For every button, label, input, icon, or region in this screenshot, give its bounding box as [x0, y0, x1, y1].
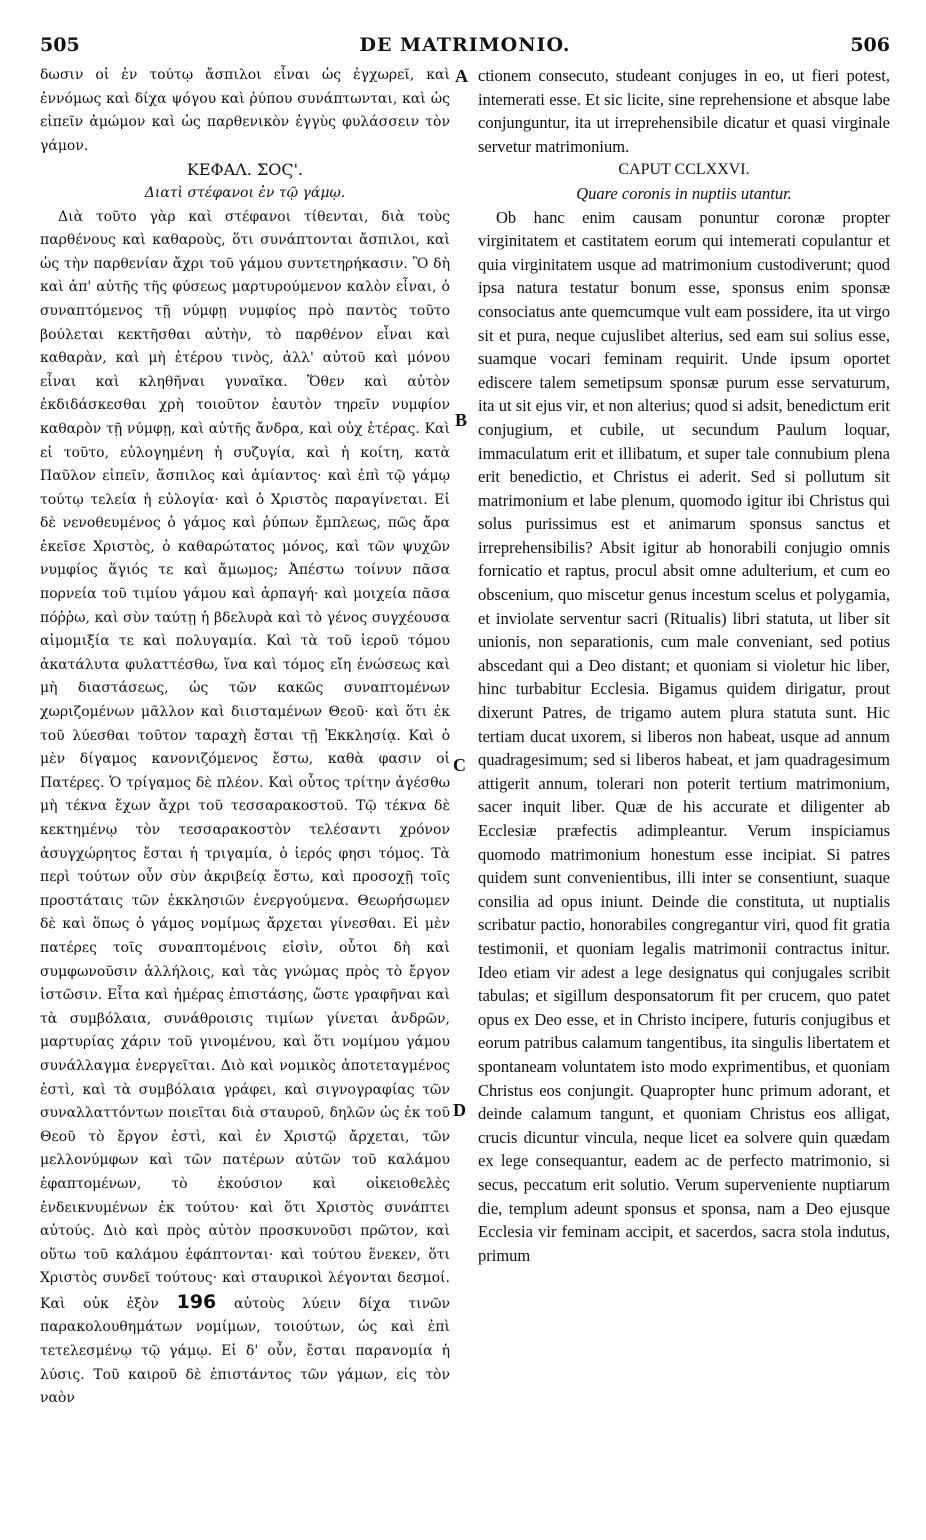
section-marker-b: B: [455, 410, 468, 430]
running-title: DE MATRIMONIO.: [359, 34, 571, 56]
page-number-left: 505: [40, 34, 80, 56]
latin-chapter-title: Quare coronis in nuptiis utantur.: [576, 183, 792, 203]
page-header: [40, 34, 890, 60]
greek-chapter-title: Διατὶ στέφανοι ἐν τῷ γάμῳ.: [144, 184, 346, 201]
greek-column: [40, 64, 450, 1492]
marginal-number-196: 196: [176, 1290, 217, 1313]
greek-intro-text: δωσιν οἱ ἐν τούτῳ ἄσπιλοι εἶναι ὡς ἐγχωρεῖ, καὶ ἐννόμως καὶ δίχα ψόγου καὶ ῥύπου συνάπτωνται, καὶ ὡς εἰπεῖν ἀμώμον καὶ ὡς παρθενικὸν ἐγγὺς φυλάσσειν τὸν γάμον.: [40, 67, 450, 154]
section-marker-a: A: [455, 66, 468, 86]
page-number-right: 506: [850, 34, 890, 56]
greek-body-main: Διὰ τοῦτο γὰρ καὶ στέφανοι τίθενται, διὰ τοὺς παρθένους καὶ καθαροὺς, ὅτι συνάπτονται ἄσπιλοι, καὶ ὡς τὴν παρθενίαν ἄχρι τοῦ γάμου συντετηρήκασιν. Ὃ δὴ καὶ ἀπ' αὐτῆς τῆς φύσεως μαρτυρούμενον καλὸν εἶναι, ὁ συναπτόμενος τῇ νύμφῃ νυμφίος πρὸ παντὸς τοῦτο βούλεται κεκτῆσθαι αὐτὴν, τὸ παρθένον εἶναι καὶ καθαρὰν, καὶ μὴ ἑτέρου τινὸς, ἀλλ' αὐτοῦ καὶ μόνου εἶναι καὶ κληθῆναι γυναῖκα. Ὅθεν καὶ αὐτὸν ἐκδιδάσκεσθαι χρὴ τοιοῦτον ἑαυτὸν τηρεῖν νυμφίον καθαρὸν τῇ νύμφῃ, καὶ αὐτῆς ἄνδρα, καὶ οὐχ ἑτέρας. Καὶ εἰ τοῦτο, εὐλογημένη ἡ συζυγία, καὶ ἡ κοίτη, κατὰ Παῦλον εἰπεῖν, ἄσπιλος καὶ ἀμίαντος· καὶ ἐπὶ τῷ γάμῳ τούτῳ τελεία ἡ εὐλογία· καὶ ὁ Χριστὸς παραγίνεται. Εἰ δὲ νενοθευμένος ὁ γάμος καὶ ῥύπων ἔμπλεως, πῶς ἄρα ἐκεῖσε Χριστὸς, ὁ καθαρώτατος μόνος, καὶ τῶν ψυχῶν νυμφίος ἅγιός τε καὶ ἄμωμος; Ἀπέστω τοίνυν πᾶσα πορνεία τοῦ τιμίου γάμου καὶ ἁρπαγή· καὶ μοιχεία πᾶσα πόῤῥω, καὶ σὺν ταύτῃ ἡ βδελυρὰ καὶ τὸ γένος συγχέουσα αἱμομιξία τε καὶ πολυγαμία. Καὶ τὰ τοῦ ἱεροῦ τόμου ἀκατάλυτα φυλαττέσθω, ἵνα καὶ τόμος εἴη ἑνώσεως καὶ μὴ διαστάσεως, ὡς τῶν κακῶς συναπτομένων χωριζομένων μᾶλλον καὶ διισταμένων Θεοῦ· καὶ ὅτι ἐκ τοῦ λύεσθαι τοῦτον ταραχὴ ἔσται τῇ Ἐκκλησίᾳ. Καὶ ὁ μὲν δίγαμος κανονιζόμενος ἔστω, καθὰ φασιν οἱ Πατέρες. Ὁ τρίγαμος δὲ πλέον. Καὶ οὗτος τρίτην ἀγέσθω μὴ τέκνα ἔχων ἄχρι τοῦ τεσσαρακοστοῦ. Τῷ τέκνα δὲ κεκτημένῳ τὸν τεσσαρακοστὸν τελέσαντι χρόνον ἀσυγχώρητος ἔσται ἡ τριγαμία, ὁ ἱερός φησι τόμος. Τὰ περὶ τούτων οὖν σὺν ἀκριβείᾳ ἔστω, καὶ προσοχῇ τοῖς προστάταις τῶν ἐκκλησιῶν ἐνεργούμενα. Θεωρήσωμεν δὲ καὶ ὅπως ὁ γάμος νομίμως ἄρχεται γίνεσθαι. Εἰ μὲν πατέρες τοῖς συναπτομένοις εἰσὶν, οὗτοι δὴ καὶ συμφωνοῦσιν ἀλλήλοις, καὶ τὰς γνώμας πρὸς τὸ ἔργον ἱστῶσιν. Εἶτα καὶ ἡμέρας ἐπιστάσης, ὥστε γραφῆναι καὶ τὰ συμβόλαια, συνάθροισις τιμίων γίνεται ἀνδρῶν, μαρτυρίας χάριν τοῦ γινομένου, καὶ ὅτι νομίμου γάμου συνάλλαγμα ἐνεργεῖται. Διὸ καὶ νομικὸς ἀποτεταγμένος ἐστὶ, καὶ τὰ συμβόλαια γράφει, καὶ σιγνογραφίας τῶν συναλλαττόντων ποιεῖται διὰ σταυροῦ, δηλῶν ὡς ἐκ τοῦ Θεοῦ τὸ ἔργον ἐστὶ, καὶ ἐν Χριστῷ ἄρχεται, τῶν μελλονύμφων καὶ τῶν πατέρων αὐτῶν τοῦ καλάμου ἐφαπτομένων, τὸ ἑκούσιον καὶ οἰκειοθελὲς ἐνδεικνυμένων ἐκ τούτου· καὶ ὅτι Χριστὸς συνάπτει αὐτούς. Διὸ καὶ πρὸς αὐτὸν προσκυνοῦσι πρῶτον, καὶ οὕτω τοῦ καλάμου ἐφάπτονται· καὶ τούτου ἕνεκεν, ὅτι Χριστὸς συνδεῖ τούτους· καὶ σταυρικοὶ λέγονται δεσμοί. Καὶ οὐκ ἐξὸν: [40, 208, 450, 1312]
latin-chapter-heading: CAPUT CCLXXVI.: [618, 161, 750, 179]
latin-body-text: Ob hanc enim causam ponuntur coronæ propter virginitatem et castitatem eorum qui intemerati copulantur et quia virginitatem usque ad matrimonium custodiverunt; quod ipsa natura testatur bonum esse, sponsus enim sponsæ consociatus ante quemcumque vult eam possidere, ita ut virgo sit et pura, neque cujuslibet alterius, sed eam sui solius esse, suamque vocari feminam requirit. Unde ipsum oportet ediscere talem semetipsum sponsæ purum esse servaturum, ita ut sit ejus vir, et non alterius; quod si adsit, benedictum erit conjugium, et cubile, ut secundum Paulum loquar, immaculatum erit et illibatum, et super tale connubium plena erit benedictio, et Christus ei aderit. Sed si pollutum sit matrimonium et labe plenum, quomodo igitur ibi Christus qui solus purissimus est et animarum sponsus sanctus et irreprehensibilis? Absit igitur ab honorabili conjugio omnis fornicatio et raptus, procul absit omne adulterium, et cum eo obscenium, quo miscetur genus incestum scelus et polygamia, et inviolate serventur sacri (Ritualis) libri statuta, ut liber sit unionis, non separationis, cum male conveniant, sed potius abscedant qui a Deo distant; et quoniam si violetur hic liber, hinc turbabitur Ecclesia. Bigamus quidem dirigatur, prout dixerunt Patres, de trigamo autem plura statuta sunt. Hic tertiam ducat uxorem, si liberos non habeat, usque ad annum quadragesimum; sed si liberos habeat, et jam quadragesimum attigerit annum, tolerari non poterit tertium matrimonium, sacer inquit liber. Quæ de his accurate et diligenter ab Ecclesiæ præfectis adimpleantur. Verum inspiciamus quomodo matrimonium honestum esse incipiat. Si patres quidem sunt convenientibus, illi inter se consentiunt, suaque consilia ad opus iniunt. Deinde die constituta, ut nuptialis scribatur pactio, honorabiles congregantur viri, quod fit gratia testimonii, et quoniam legalis matrimonii contractus initur. Ideo etiam vir adest a lege designatus qui conjugales scribit tabulas; et sigillum desponsatorum fit per crucem, quo patet opus ex Deo esse, et in Christo incipere, futuris conjugibus et eorum patribus calamum tangentibus, ita singulis libertatem et spontaneam voluntatem isto modo exprimentibus, et quoniam Christus eos conjungit. Quapropter hunc primum adorant, et deinde calamum tangunt, et quoniam Christus eos alligat, crucis dicuntur vincula, neque licet ea solvere quin quædam ex lege consequantur, eadem ac de perfecto matrimonio, si secus, peccatum erit solutio. Verum superveniente nuptiarum die, templum adeunt sponsus et sponsa, nam a Deo ejusque Ecclesia vir feminam accipit, et sacerdos, sacra stola indutus, primum: [478, 207, 890, 1265]
greek-chapter-heading: ΚΕΦΑΛ. ΣΟϚ'.: [186, 160, 304, 180]
section-marker-c: C: [453, 755, 466, 775]
latin-column: [478, 64, 890, 1492]
greek-body-text: [40, 206, 450, 1411]
latin-intro-text: ctionem consecuto, studeant conjuges in eo, ut fieri potest, intemerati esse. Et sic licite, sine reprehensione et absque labe conjunguntur, ita ut irreprehensibile dicatur et quasi virginale servetur matrimonium.: [478, 66, 890, 156]
greek-body-end: αὐτοὺς λύειν δίχα τινῶν παρακολουθημάτων νομίμων, τοιούτων, ὡς καὶ ἐπὶ τετελεσμένῳ τῷ γάμῳ. Εἰ δ' οὖν, ἔσται παρανομία ἡ λύσις. Τοῦ καιροῦ δὲ ἐπιστάντος τῶν γάμων, εἰς τὸν ναὸν: [40, 1295, 450, 1407]
section-marker-d: D: [453, 1100, 466, 1120]
